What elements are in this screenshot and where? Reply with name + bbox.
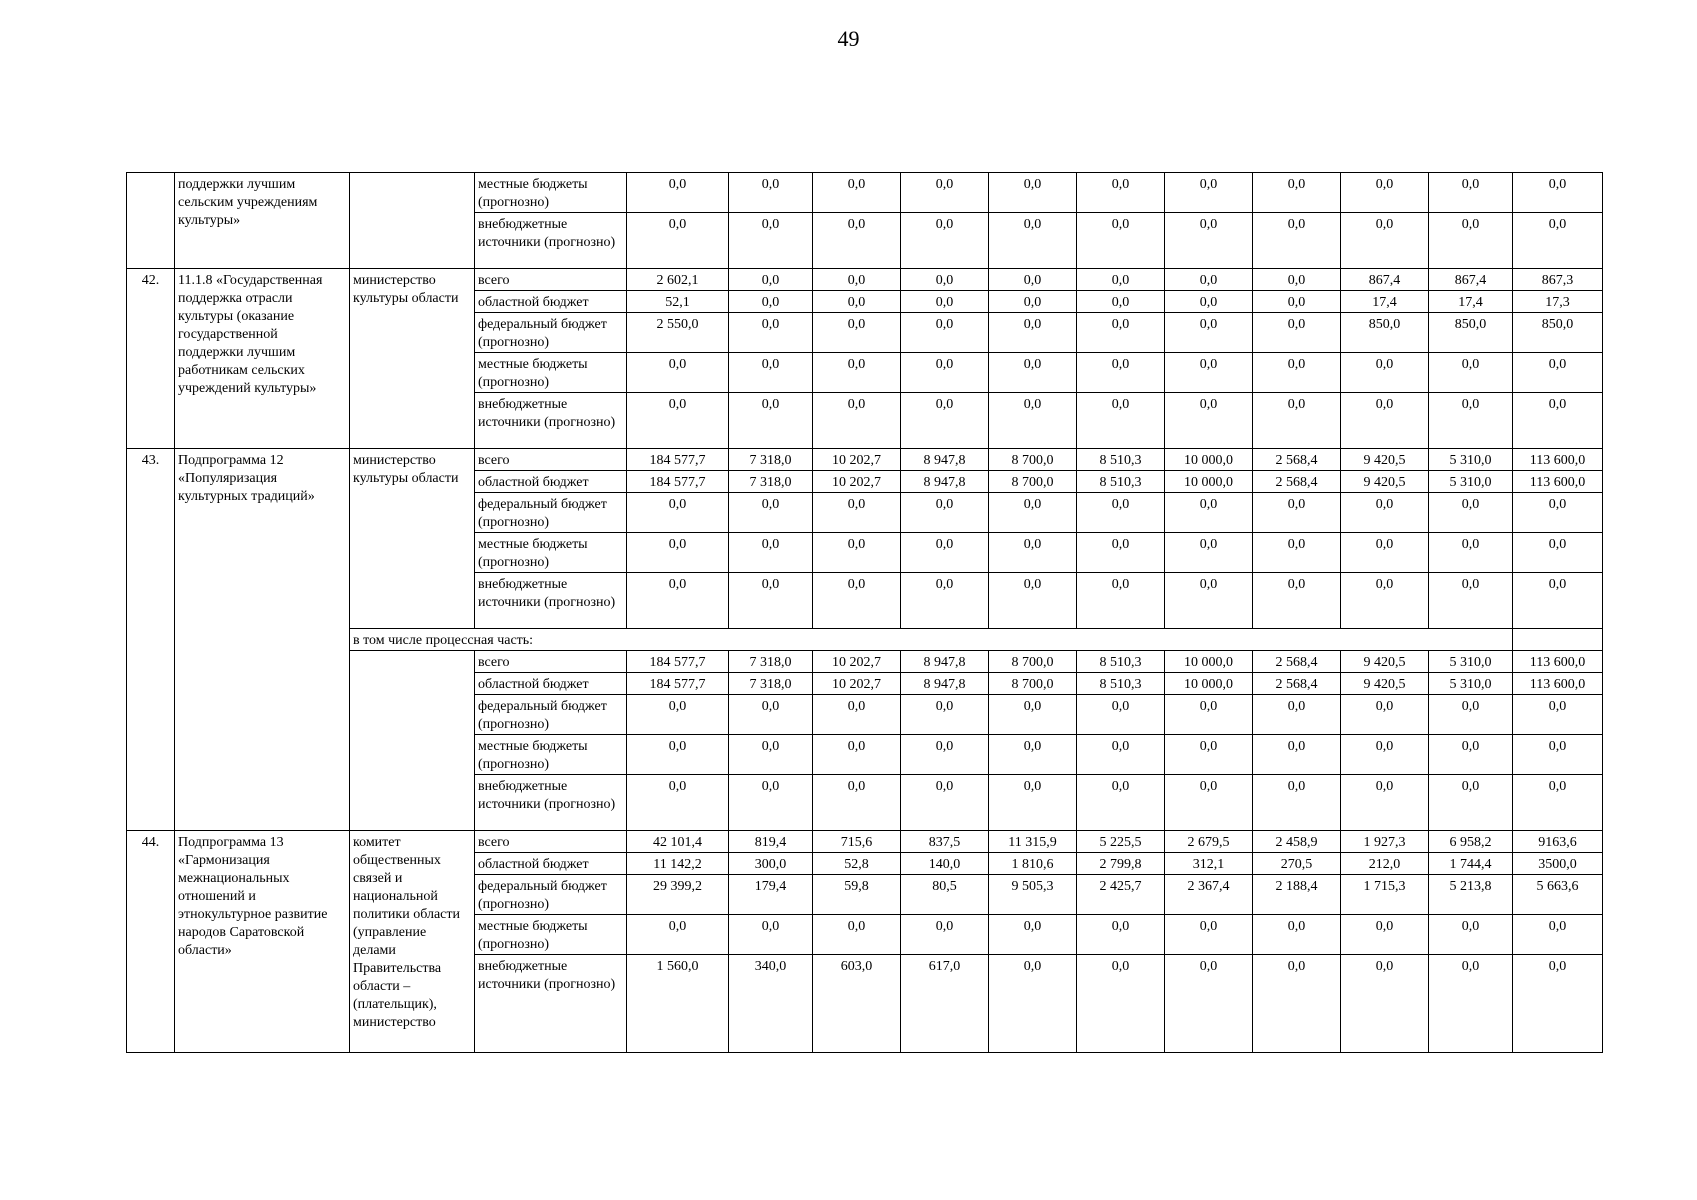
amount-cell: 0,0 [989,735,1077,775]
amount-cell: 10 202,7 [813,673,901,695]
amount-cell: 0,0 [1253,269,1341,291]
amount-cell: 113 600,0 [1513,673,1603,695]
amount-cell: 1 715,3 [1341,875,1429,915]
amount-cell: 0,0 [989,493,1077,533]
amount-cell: 0,0 [1341,573,1429,629]
table-row [127,449,1603,471]
amount-cell: 0,0 [1429,915,1513,955]
amount-cell: 0,0 [627,533,729,573]
program-name: Подпрограмма 12 «Популяризация культурных традиций» [175,449,350,831]
page-number: 49 [837,26,860,51]
row-number [127,173,175,269]
funding-source: федеральный бюджет (прогнозно) [475,313,627,353]
table-row [127,269,1603,291]
row-number: 43. [127,449,175,831]
amount-cell: 0,0 [1077,573,1165,629]
amount-cell: 0,0 [1165,915,1253,955]
amount-cell: 9 420,5 [1341,673,1429,695]
amount-cell: 0,0 [813,353,901,393]
funding-source: федеральный бюджет (прогнозно) [475,875,627,915]
amount-cell: 0,0 [1253,173,1341,213]
funding-source: внебюджетные источники (прогнозно) [475,955,627,1053]
funding-source: местные бюджеты (прогнозно) [475,915,627,955]
amount-cell: 1 810,6 [989,853,1077,875]
amount-cell: 0,0 [1077,393,1165,449]
amount-cell: 0,0 [1253,573,1341,629]
amount-cell: 867,4 [1341,269,1429,291]
amount-cell: 0,0 [729,695,813,735]
amount-cell: 0,0 [813,915,901,955]
amount-cell: 2 568,4 [1253,651,1341,673]
amount-cell: 5 310,0 [1429,449,1513,471]
amount-cell: 0,0 [729,353,813,393]
table-row [127,173,1603,213]
amount-cell: 0,0 [1253,775,1341,831]
amount-cell: 0,0 [1077,955,1165,1053]
program-name: поддержки лучшим сельским учреждениям культуры» [175,173,350,269]
funding-source: местные бюджеты (прогнозно) [475,353,627,393]
amount-cell: 29 399,2 [627,875,729,915]
amount-cell: 0,0 [627,173,729,213]
amount-cell: 212,0 [1341,853,1429,875]
amount-cell: 0,0 [813,313,901,353]
amount-cell: 0,0 [1165,493,1253,533]
amount-cell: 0,0 [1165,353,1253,393]
amount-cell: 0,0 [729,313,813,353]
amount-cell: 0,0 [989,955,1077,1053]
executor: министерство культуры области [350,449,475,629]
amount-cell: 603,0 [813,955,901,1053]
executor: министерство культуры области [350,269,475,449]
subsection-caption: в том числе процессная часть: [350,629,1513,651]
amount-cell: 0,0 [627,735,729,775]
amount-cell: 0,0 [989,533,1077,573]
amount-cell: 0,0 [989,695,1077,735]
amount-cell: 0,0 [1165,735,1253,775]
amount-cell: 0,0 [627,493,729,533]
amount-cell: 7 318,0 [729,651,813,673]
funding-source: областной бюджет [475,853,627,875]
amount-cell: 7 318,0 [729,471,813,493]
amount-cell: 0,0 [1429,493,1513,533]
amount-cell: 10 000,0 [1165,471,1253,493]
amount-cell: 0,0 [729,393,813,449]
amount-cell: 0,0 [627,213,729,269]
amount-cell: 0,0 [627,353,729,393]
amount-cell: 0,0 [989,173,1077,213]
amount-cell: 2 458,9 [1253,831,1341,853]
amount-cell: 0,0 [1341,775,1429,831]
amount-cell: 0,0 [1077,313,1165,353]
amount-cell: 0,0 [813,291,901,313]
amount-cell: 0,0 [1341,213,1429,269]
amount-cell: 0,0 [729,269,813,291]
program-name: Подпрограмма 13 «Гармонизация межнациональных отношений и этнокультурное развитие народов Саратовской области» [175,831,350,1053]
amount-cell: 715,6 [813,831,901,853]
amount-cell: 0,0 [901,291,989,313]
amount-cell: 52,8 [813,853,901,875]
amount-cell: 0,0 [1165,269,1253,291]
amount-cell: 2 425,7 [1077,875,1165,915]
amount-cell: 0,0 [627,915,729,955]
amount-cell: 0,0 [1253,393,1341,449]
amount-cell: 2 679,5 [1165,831,1253,853]
amount-cell: 0,0 [1513,493,1603,533]
funding-source: федеральный бюджет (прогнозно) [475,493,627,533]
amount-cell: 184 577,7 [627,673,729,695]
amount-cell: 0,0 [1253,291,1341,313]
amount-cell: 11 315,9 [989,831,1077,853]
amount-cell: 1 560,0 [627,955,729,1053]
amount-cell: 0,0 [1341,695,1429,735]
amount-cell: 2 568,4 [1253,673,1341,695]
amount-cell: 0,0 [989,573,1077,629]
amount-cell: 312,1 [1165,853,1253,875]
amount-cell: 8 947,8 [901,449,989,471]
amount-cell: 0,0 [729,735,813,775]
amount-cell: 5 225,5 [1077,831,1165,853]
amount-cell: 0,0 [1077,493,1165,533]
amount-cell: 0,0 [1429,695,1513,735]
amount-cell: 2 568,4 [1253,449,1341,471]
amount-cell: 0,0 [901,493,989,533]
amount-cell: 0,0 [1253,955,1341,1053]
amount-cell: 0,0 [1077,353,1165,393]
amount-cell: 0,0 [1341,533,1429,573]
funding-source: внебюджетные источники (прогнозно) [475,393,627,449]
amount-cell: 10 000,0 [1165,673,1253,695]
amount-cell: 0,0 [989,393,1077,449]
amount-cell: 179,4 [729,875,813,915]
funding-source: всего [475,269,627,291]
amount-cell: 0,0 [901,269,989,291]
amount-cell: 270,5 [1253,853,1341,875]
amount-cell: 0,0 [1513,213,1603,269]
amount-cell: 0,0 [901,735,989,775]
amount-cell: 0,0 [901,915,989,955]
amount-cell: 8 700,0 [989,673,1077,695]
amount-cell: 0,0 [813,393,901,449]
table-row [127,831,1603,853]
amount-cell: 10 000,0 [1165,651,1253,673]
amount-cell: 0,0 [1429,393,1513,449]
amount-cell: 113 600,0 [1513,471,1603,493]
amount-cell: 0,0 [813,533,901,573]
funding-source: областной бюджет [475,471,627,493]
amount-cell: 113 600,0 [1513,651,1603,673]
amount-cell: 0,0 [729,775,813,831]
amount-cell: 9 505,3 [989,875,1077,915]
subsection-caption-end [1513,629,1603,651]
row-number: 44. [127,831,175,1053]
amount-cell: 867,4 [1429,269,1513,291]
amount-cell: 0,0 [1165,695,1253,735]
row-number: 42. [127,269,175,449]
amount-cell: 0,0 [1429,955,1513,1053]
amount-cell: 8 510,3 [1077,673,1165,695]
amount-cell: 0,0 [901,213,989,269]
amount-cell: 0,0 [729,213,813,269]
amount-cell: 184 577,7 [627,651,729,673]
amount-cell: 59,8 [813,875,901,915]
funding-source: внебюджетные источники (прогнозно) [475,213,627,269]
amount-cell: 0,0 [1077,735,1165,775]
amount-cell: 7 318,0 [729,449,813,471]
amount-cell: 0,0 [1253,695,1341,735]
amount-cell: 0,0 [1077,915,1165,955]
amount-cell: 80,5 [901,875,989,915]
amount-cell: 5 310,0 [1429,673,1513,695]
amount-cell: 0,0 [1253,533,1341,573]
amount-cell: 8 700,0 [989,449,1077,471]
amount-cell: 0,0 [1077,775,1165,831]
amount-cell: 0,0 [989,915,1077,955]
amount-cell: 0,0 [813,173,901,213]
amount-cell: 9 420,5 [1341,471,1429,493]
amount-cell: 8 947,8 [901,471,989,493]
executor-blank [350,651,475,831]
amount-cell: 0,0 [901,313,989,353]
amount-cell: 0,0 [813,695,901,735]
amount-cell: 0,0 [729,173,813,213]
funding-source: федеральный бюджет (прогнозно) [475,695,627,735]
amount-cell: 0,0 [813,573,901,629]
amount-cell: 1 927,3 [1341,831,1429,853]
amount-cell: 5 213,8 [1429,875,1513,915]
funding-source: всего [475,651,627,673]
amount-cell: 850,0 [1513,313,1603,353]
amount-cell: 0,0 [1077,269,1165,291]
amount-cell: 7 318,0 [729,673,813,695]
amount-cell: 0,0 [1165,533,1253,573]
amount-cell: 0,0 [1429,775,1513,831]
amount-cell: 9 420,5 [1341,651,1429,673]
amount-cell: 0,0 [1429,173,1513,213]
amount-cell: 0,0 [627,393,729,449]
amount-cell: 0,0 [1165,393,1253,449]
amount-cell: 0,0 [1077,213,1165,269]
amount-cell: 9163,6 [1513,831,1603,853]
amount-cell: 0,0 [989,313,1077,353]
funding-source: местные бюджеты (прогнозно) [475,173,627,213]
amount-cell: 0,0 [989,353,1077,393]
amount-cell: 6 958,2 [1429,831,1513,853]
amount-cell: 0,0 [813,775,901,831]
amount-cell: 1 744,4 [1429,853,1513,875]
amount-cell: 0,0 [1165,775,1253,831]
amount-cell: 0,0 [989,269,1077,291]
amount-cell: 10 202,7 [813,449,901,471]
amount-cell: 0,0 [813,735,901,775]
amount-cell: 17,4 [1341,291,1429,313]
amount-cell: 0,0 [1341,353,1429,393]
amount-cell: 0,0 [729,291,813,313]
amount-cell: 617,0 [901,955,989,1053]
amount-cell: 184 577,7 [627,449,729,471]
amount-cell: 0,0 [1513,735,1603,775]
amount-cell: 0,0 [1429,353,1513,393]
amount-cell: 2 602,1 [627,269,729,291]
amount-cell: 0,0 [1341,955,1429,1053]
amount-cell: 0,0 [729,573,813,629]
amount-cell: 0,0 [729,493,813,533]
amount-cell: 0,0 [1253,735,1341,775]
amount-cell: 8 700,0 [989,471,1077,493]
amount-cell: 0,0 [729,533,813,573]
amount-cell: 8 510,3 [1077,471,1165,493]
amount-cell: 0,0 [1253,313,1341,353]
amount-cell: 52,1 [627,291,729,313]
amount-cell: 113 600,0 [1513,449,1603,471]
amount-cell: 0,0 [1341,173,1429,213]
amount-cell: 2 367,4 [1165,875,1253,915]
amount-cell: 0,0 [627,573,729,629]
amount-cell: 0,0 [1341,915,1429,955]
amount-cell: 184 577,7 [627,471,729,493]
amount-cell: 2 188,4 [1253,875,1341,915]
funding-source: местные бюджеты (прогнозно) [475,735,627,775]
amount-cell: 0,0 [1253,213,1341,269]
amount-cell: 0,0 [1165,213,1253,269]
amount-cell: 140,0 [901,853,989,875]
amount-cell: 17,3 [1513,291,1603,313]
amount-cell: 3500,0 [1513,853,1603,875]
amount-cell: 0,0 [1165,291,1253,313]
amount-cell: 8 510,3 [1077,651,1165,673]
amount-cell: 837,5 [901,831,989,853]
amount-cell: 850,0 [1341,313,1429,353]
amount-cell: 10 202,7 [813,651,901,673]
amount-cell: 0,0 [1253,493,1341,533]
amount-cell: 0,0 [1165,313,1253,353]
amount-cell: 0,0 [1341,393,1429,449]
executor [350,173,475,269]
amount-cell: 0,0 [901,533,989,573]
amount-cell: 0,0 [901,353,989,393]
amount-cell: 5 310,0 [1429,471,1513,493]
amount-cell: 819,4 [729,831,813,853]
executor: комитет общественных связей и национальной политики области (управление делами Правительства области – (плательщик), министерство [350,831,475,1053]
amount-cell: 10 000,0 [1165,449,1253,471]
funding-source: внебюджетные источники (прогнозно) [475,573,627,629]
amount-cell: 0,0 [1077,695,1165,735]
amount-cell: 0,0 [1513,695,1603,735]
amount-cell: 9 420,5 [1341,449,1429,471]
amount-cell: 0,0 [1513,533,1603,573]
amount-cell: 0,0 [1429,573,1513,629]
amount-cell: 300,0 [729,853,813,875]
amount-cell: 0,0 [813,269,901,291]
amount-cell: 0,0 [1253,915,1341,955]
amount-cell: 0,0 [1429,735,1513,775]
amount-cell: 0,0 [989,291,1077,313]
amount-cell: 0,0 [1513,955,1603,1053]
amount-cell: 2 799,8 [1077,853,1165,875]
amount-cell: 0,0 [1513,393,1603,449]
amount-cell: 0,0 [1429,533,1513,573]
amount-cell: 0,0 [1513,915,1603,955]
amount-cell: 0,0 [901,393,989,449]
funding-source: областной бюджет [475,673,627,695]
amount-cell: 8 947,8 [901,651,989,673]
amount-cell: 0,0 [1165,173,1253,213]
amount-cell: 5 663,6 [1513,875,1603,915]
amount-cell: 2 550,0 [627,313,729,353]
amount-cell: 850,0 [1429,313,1513,353]
amount-cell: 42 101,4 [627,831,729,853]
program-name: 11.1.8 «Государственная поддержка отрасли культуры (оказание государственной поддержки лучшим работникам сельских учреждений культуры» [175,269,350,449]
amount-cell: 0,0 [901,173,989,213]
amount-cell: 0,0 [1165,573,1253,629]
amount-cell: 8 510,3 [1077,449,1165,471]
amount-cell: 11 142,2 [627,853,729,875]
amount-cell: 340,0 [729,955,813,1053]
amount-cell: 0,0 [1077,173,1165,213]
funding-source: местные бюджеты (прогнозно) [475,533,627,573]
amount-cell: 0,0 [813,493,901,533]
amount-cell: 0,0 [901,695,989,735]
amount-cell: 867,3 [1513,269,1603,291]
funding-source: областной бюджет [475,291,627,313]
amount-cell: 8 700,0 [989,651,1077,673]
amount-cell: 0,0 [1077,533,1165,573]
amount-cell: 17,4 [1429,291,1513,313]
funding-source: внебюджетные источники (прогнозно) [475,775,627,831]
amount-cell: 0,0 [1429,213,1513,269]
amount-cell: 0,0 [989,775,1077,831]
amount-cell: 8 947,8 [901,673,989,695]
amount-cell: 0,0 [1513,573,1603,629]
amount-cell: 5 310,0 [1429,651,1513,673]
budget-table [126,172,1603,1053]
amount-cell: 0,0 [989,213,1077,269]
amount-cell: 0,0 [1165,955,1253,1053]
funding-source: всего [475,449,627,471]
amount-cell: 0,0 [1253,353,1341,393]
amount-cell: 0,0 [1513,775,1603,831]
amount-cell: 0,0 [901,573,989,629]
amount-cell: 2 568,4 [1253,471,1341,493]
amount-cell: 0,0 [1513,173,1603,213]
amount-cell: 0,0 [813,213,901,269]
amount-cell: 10 202,7 [813,471,901,493]
funding-source: всего [475,831,627,853]
amount-cell: 0,0 [1341,493,1429,533]
amount-cell: 0,0 [729,915,813,955]
amount-cell: 0,0 [627,775,729,831]
amount-cell: 0,0 [901,775,989,831]
amount-cell: 0,0 [627,695,729,735]
amount-cell: 0,0 [1341,735,1429,775]
amount-cell: 0,0 [1513,353,1603,393]
amount-cell: 0,0 [1077,291,1165,313]
